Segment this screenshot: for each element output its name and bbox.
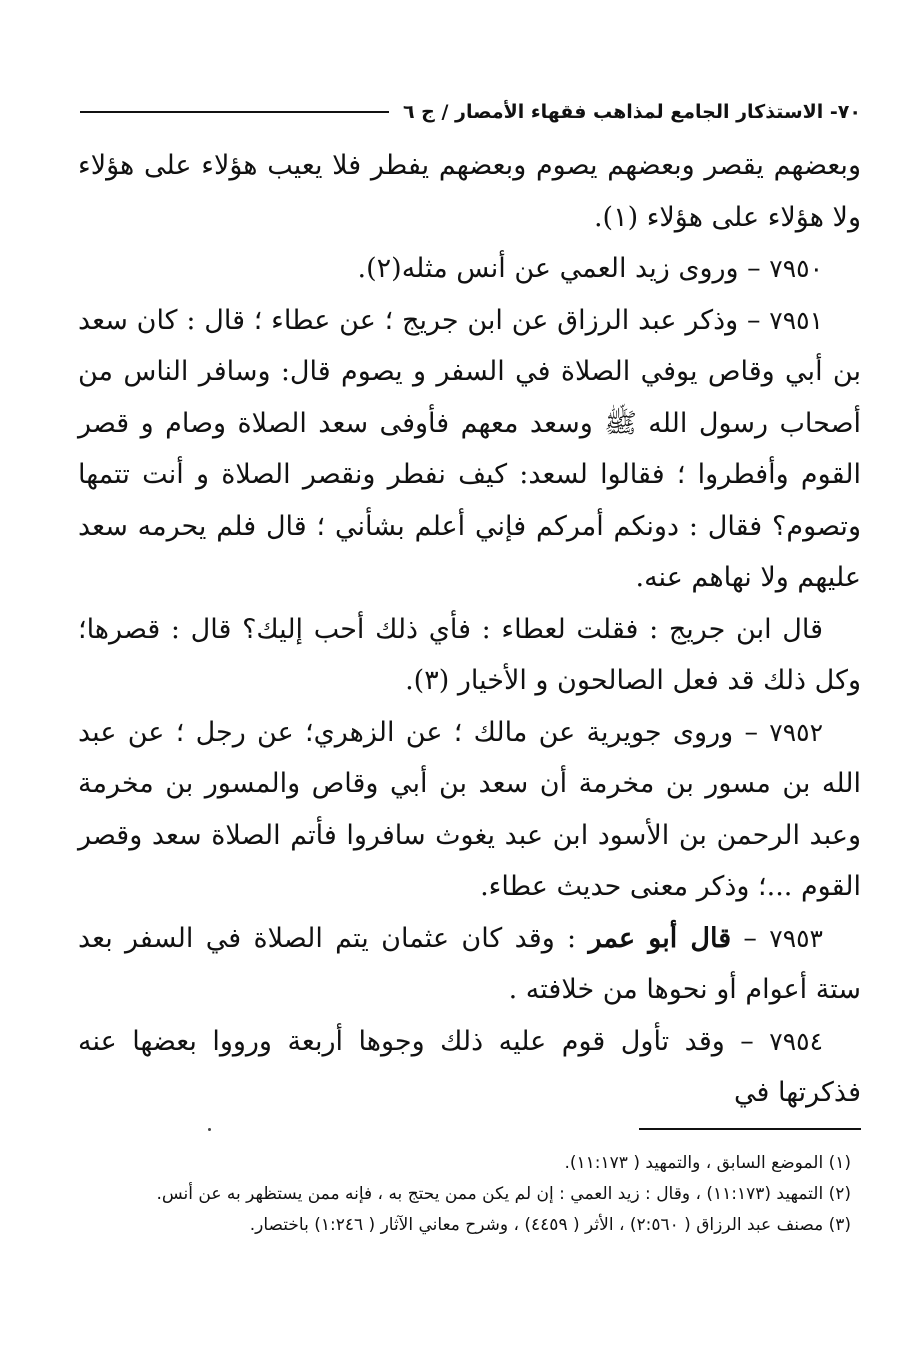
footnote-separator xyxy=(639,1128,861,1130)
paragraph-text: وروى زيد العمي عن أنس مثله(٢). xyxy=(357,253,739,284)
paragraph-number: ٧٩٥٠ xyxy=(769,254,823,283)
paragraph-text: وبعضهم يقصر وبعضهم يصوم وبعضهم يفطر فلا يعيب هؤلاء على هؤلاء ولا هؤلاء على هؤلاء (١). xyxy=(78,150,861,233)
print-speck xyxy=(208,1128,211,1131)
dash: – xyxy=(724,1025,754,1057)
paragraph-7953 xyxy=(78,913,861,1016)
dash: – xyxy=(738,304,761,336)
dash: – xyxy=(731,922,757,954)
main-text xyxy=(78,140,861,1119)
paragraph-number: ٧٩٥٢ xyxy=(769,717,823,747)
paragraph-number: ٧٩٥٣ xyxy=(769,923,823,953)
speaker-lead: قال أبو عمر xyxy=(588,922,732,954)
footnote-2: (٢) التمهيد (١١:١٧٣) ، وقال : زيد العمي : إن لم يكن ممن يحتج به ، فإنه ممن يستظهر به عن أنس. xyxy=(156,1184,851,1204)
paragraph-text: قال ابن جريج : فقلت لعطاء : فأي ذلك أحب إليك؟ قال : قصرها؛ وكل ذلك قد فعل الصالحون و الأخيار (٣). xyxy=(78,613,861,696)
paragraph-text: : وقد كان عثمان يتم الصلاة في السفر بعد ستة أعوام أو نحوها من خلافته . xyxy=(78,922,861,1005)
header-title: ٧٠- الاستذكار الجامع لمذاهب فقهاء الأمصار / ج ٦ xyxy=(402,101,861,123)
paragraph-text: وروى جويرية عن مالك ؛ عن الزهري؛ عن رجل ؛ عن عبد الله بن مسور بن مخرمة أن سعد بن أبي وقاص والمسور بن مخرمة وعبد الرحمن بن الأسود ابن عبد يغوث سافروا فأتم الصلاة سعد وقصر القوم ...؛ وذكر معنى حديث عطاء. xyxy=(78,716,861,902)
footnote-3: (٣) مصنف عبد الرزاق ( ٢:٥٦٠) ، الأثر ( ٤٤٥٩) ، وشرح معاني الآثار ( ١:٢٤٦) باختصار. xyxy=(249,1215,851,1235)
running-header xyxy=(80,92,861,132)
paragraph-text: وذكر عبد الرزاق عن ابن جريج ؛ عن عطاء ؛ قال : كان سعد بن أبي وقاص يوفي الصلاة في السفر و يصوم قال: وسافر الناس من أصحاب رسول الله ﷺ وسعد معهم فأوفى سعد الصلاة وصام و قصر القوم وأفطروا ؛ فقالوا لسعد: كيف نفطر ونقصر الصلاة و أنت تتمها وتصوم؟ فقال : دونكم أمركم فإني أعلم بشأني ؛ قال فلم يحرمه سعد عليهم ولا نهاهم عنه. xyxy=(78,304,861,593)
paragraph-7954 xyxy=(78,1016,861,1119)
dash: – xyxy=(738,253,761,284)
paragraph-number: ٧٩٥١ xyxy=(769,305,823,335)
paragraph-number: ٧٩٥٤ xyxy=(769,1026,823,1056)
paragraph-7951 xyxy=(78,295,861,604)
paragraph-7952 xyxy=(78,707,861,913)
paragraph-text: وقد تأول قوم عليه ذلك وجوها أربعة ورووا بعضها عنه فذكرتها في xyxy=(78,1025,861,1108)
paragraph-ibn-jurayj xyxy=(78,604,861,707)
dash: – xyxy=(733,716,758,748)
footnotes xyxy=(78,1148,851,1241)
paragraph-continuation xyxy=(78,140,861,243)
footnote-1: (١) الموضع السابق ، والتمهيد ( ١١:١٧٣). xyxy=(564,1153,851,1173)
paragraph-7950 xyxy=(78,243,861,295)
header-rule xyxy=(80,111,389,113)
